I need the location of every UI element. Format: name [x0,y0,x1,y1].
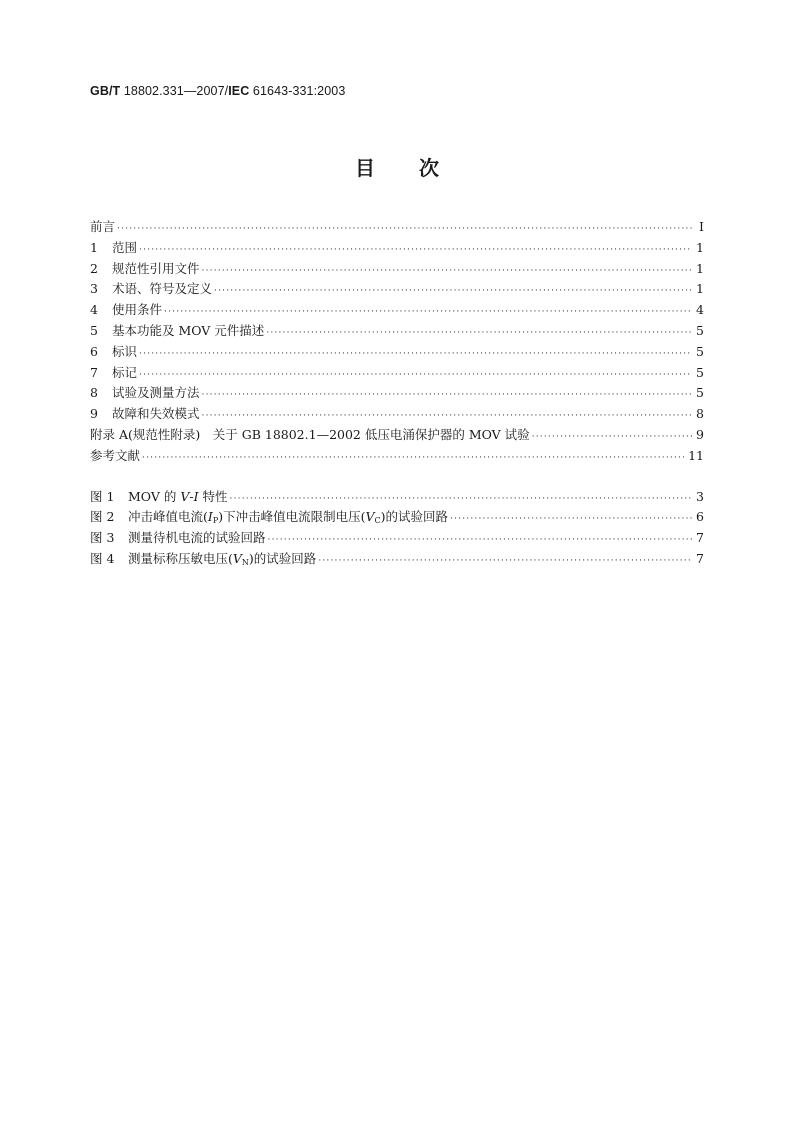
iec-prefix: IEC [228,84,250,98]
toc-figure-1[interactable] [90,487,704,508]
toc-entry-2[interactable] [90,259,704,280]
toc-entry-6[interactable] [90,342,704,363]
toc-figure-3[interactable] [90,528,704,549]
toc-entry-9[interactable] [90,404,704,425]
table-of-contents [90,217,704,570]
toc-page-number: 5 [696,364,704,380]
dot-leader [532,427,692,448]
dot-leader [268,530,692,551]
toc-label: 图 3 测量待机电流的试验回路 [90,528,268,549]
dot-leader [202,385,692,406]
figure-number: 图 4 [90,550,115,566]
section-number: 4 [90,302,98,318]
section-number: 8 [90,385,98,401]
toc-entry-7[interactable] [90,363,704,384]
figure-number: 图 2 [90,509,115,525]
section-number: 2 [90,260,98,276]
toc-entry-4[interactable] [90,300,704,321]
section-number: 7 [90,364,98,380]
section-gap [90,467,704,487]
toc-label: 9 故障和失效模式 [90,404,202,425]
figure-number: 图 3 [90,530,115,546]
section-number: 6 [90,343,98,359]
section-number: 9 [90,406,98,422]
toc-label: 图 4 测量标称压敏电压$(V_N)$的试验回路 [90,549,318,574]
toc-label: 1 范围 [90,238,139,259]
dot-leader [142,448,686,469]
toc-page-number: 3 [696,488,704,504]
section-number: 1 [90,239,98,255]
page-title: 目次 [355,156,483,180]
toc-entry-5[interactable] [90,321,704,342]
toc-label: 3 术语、符号及定义 [90,279,214,300]
dot-leader [117,219,692,240]
toc-page-number: 9 [696,426,704,442]
toc-label: 图 1 MOV 的 V-I 特性 [90,487,230,508]
toc-page-number: 7 [696,550,704,566]
toc-entry-preface[interactable] [90,217,704,238]
toc-label: 6 标识 [90,342,139,363]
toc-page-number: 5 [696,343,704,359]
toc-label: 8 试验及测量方法 [90,383,202,404]
toc-label: 参考文献 [90,447,141,463]
toc-page-number: 5 [696,322,704,338]
toc-page-number: 8 [696,406,704,422]
toc-label: 7 标记 [90,363,139,384]
toc-entry-bibliography[interactable] [90,446,704,467]
toc-label: 4 使用条件 [90,300,164,321]
toc-page-number: 5 [696,385,704,401]
standard-number [90,84,345,98]
section-number: 5 [90,322,98,338]
toc-label: 附录 A(规范性附录) 关于 GB 18802.1—2002 低压电涌保护器的 MOV 试验 [90,426,530,442]
toc-page-number: 1 [696,239,704,255]
toc-entry-annex-a[interactable] [90,425,704,446]
section-number: 3 [90,281,98,297]
standard-prefix: GB/T [90,84,121,98]
dot-leader [139,240,692,261]
dot-leader [139,365,692,386]
dot-leader [230,489,692,510]
toc-entry-3[interactable] [90,279,704,300]
toc-page-number: 1 [696,281,704,297]
toc-label: 图 2 冲击峰值电流$(I_P)$下冲击峰值电流限制电压$(V_C)$的试验回路 [90,507,450,532]
toc-entry-8[interactable] [90,383,704,404]
toc-page-number: 4 [696,302,704,318]
toc-page-number: 7 [696,530,704,546]
iec-number-rest: 61643-331:2003 [249,84,346,98]
toc-page-number: 1 [696,260,704,276]
toc-figure-2[interactable] [90,507,704,528]
toc-entry-1[interactable] [90,238,704,259]
dot-leader [202,406,692,427]
dot-leader [318,551,692,572]
standard-number-rest: 18802.331—2007/ [120,84,229,98]
toc-label: 2 规范性引用文件 [90,259,202,280]
dot-leader [164,302,692,323]
toc-page-number: 11 [688,447,704,463]
dot-leader [450,509,692,530]
figure-number: 图 1 [90,488,115,504]
dot-leader [214,281,692,302]
toc-page-number: Ⅰ [699,219,704,234]
toc-label: 5 基本功能及 MOV 元件描述 [90,321,266,342]
dot-leader [266,323,692,344]
dot-leader [202,261,692,282]
toc-figure-4[interactable] [90,549,704,570]
toc-page-number: 6 [696,509,704,525]
toc-label: 前言 [90,219,116,234]
dot-leader [139,344,692,365]
